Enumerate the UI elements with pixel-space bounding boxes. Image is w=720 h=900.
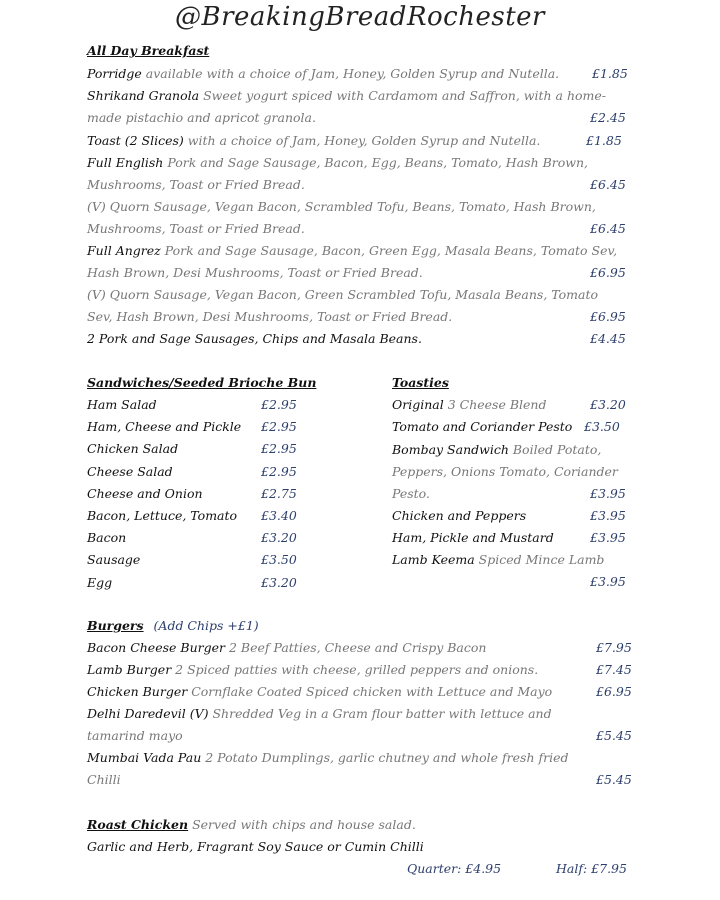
- original-price: £3.20: [590, 397, 626, 412]
- bacon-cheese-name: Bacon Cheese Burger: [87, 640, 225, 655]
- full-english-row: [87, 155, 588, 170]
- sandwich-price: £3.50: [261, 552, 297, 568]
- full-english-desc-2: Mushrooms, Toast or Fried Bread.: [87, 177, 305, 192]
- bacon-cheese-desc: 2 Beef Patties, Cheese and Crispy Bacon: [228, 640, 487, 655]
- mumbai-row: [87, 750, 569, 765]
- breakfast-heading: All Day Breakfast: [87, 43, 210, 58]
- sandwich-name: Ham, Cheese and Pickle: [87, 419, 242, 435]
- veg-angrez-desc: (V) Quorn Sausage, Vegan Bacon, Green Scrambled Tofu, Masala Beans, Tomato: [87, 287, 599, 302]
- mumbai-name: Mumbai Vada Pau: [87, 750, 202, 765]
- roast-heading: Roast Chicken: [87, 817, 189, 832]
- full-angrez-row: [87, 243, 617, 258]
- bombay-price: £3.95: [590, 486, 626, 501]
- porridge-name: Porridge: [87, 66, 142, 81]
- toast-price: £1.85: [586, 133, 622, 148]
- sandwiches-heading: Sandwiches/Seeded Brioche Bun: [87, 375, 317, 390]
- lamb-burger-desc: 2 Spiced patties with cheese, grilled peppers and onions.: [175, 662, 539, 677]
- sandwich-name: Egg: [87, 574, 113, 590]
- ham-pickle-name: Ham, Pickle and Mustard: [392, 530, 554, 545]
- lamb-burger-price: £7.45: [596, 662, 632, 677]
- sandwich-name: Cheese and Onion: [87, 485, 203, 501]
- full-angrez-price: £6.95: [590, 265, 626, 280]
- toasties-heading: Toasties: [392, 375, 449, 390]
- bacon-cheese-price: £7.95: [596, 640, 632, 655]
- chicken-burger-price: £6.95: [596, 684, 632, 699]
- full-angrez-desc-2: Hash Brown, Desi Mushrooms, Toast or Fried Bread.: [87, 265, 423, 280]
- sandwich-price: £3.20: [261, 530, 297, 546]
- shrikand-desc: Sweet yogurt spiced with Cardamom and Saffron, with a home-: [203, 88, 606, 103]
- sandwich-price: £2.95: [261, 463, 297, 479]
- veg-angrez-price: £6.95: [590, 309, 626, 324]
- shrikand-name: Shrikand Granola: [87, 88, 200, 103]
- full-english-name: Full English: [87, 155, 164, 170]
- sausages-name: 2 Pork and Sage Sausages, Chips and Masala Beans.: [87, 331, 422, 346]
- mumbai-desc-2: Chilli: [87, 772, 121, 787]
- delhi-desc-2: tamarind mayo: [87, 728, 183, 743]
- veg-english-desc: (V) Quorn Sausage, Vegan Bacon, Scrambled Tofu, Beans, Tomato, Hash Brown,: [87, 199, 596, 214]
- delhi-row: [87, 706, 552, 721]
- roast-flavours: Garlic and Herb, Fragrant Soy Sauce or Cumin Chilli: [87, 839, 424, 854]
- chicken-burger-row: [87, 684, 552, 699]
- burgers-heading-row: [87, 618, 259, 633]
- veg-english-price: £6.45: [590, 221, 626, 236]
- sandwich-name: Bacon, Lettuce, Tomato: [87, 508, 238, 523]
- roast-half-price: Half: £7.95: [556, 861, 627, 876]
- full-angrez-desc: Pork and Sage Sausage, Bacon, Green Egg, Masala Beans, Tomato Sev,: [164, 243, 618, 258]
- shrikand-desc-2: made pistachio and apricot granola.: [87, 110, 316, 125]
- original-desc: 3 Cheese Blend: [447, 397, 547, 412]
- sandwich-name: Chicken Salad: [87, 441, 179, 457]
- lamb-keema-desc: Spiced Mince Lamb: [478, 552, 605, 567]
- sandwich-name: Bacon: [87, 530, 127, 546]
- lamb-burger-row: [87, 662, 538, 677]
- lamb-keema-name: Lamb Keema: [392, 552, 475, 567]
- page-title: @BreakingBreadRochester: [175, 2, 545, 32]
- roast-desc: Served with chips and house salad.: [192, 817, 416, 832]
- burgers-note: (Add Chips +£1): [153, 618, 259, 633]
- tomato-pesto-price: £3.50: [584, 419, 620, 434]
- chicken-peppers-price: £3.95: [590, 508, 626, 523]
- chicken-burger-name: Chicken Burger: [87, 684, 188, 699]
- lamb-keema-price: £3.95: [590, 574, 626, 589]
- toast-row: [87, 133, 540, 148]
- bombay-desc-3: Pesto.: [392, 486, 430, 501]
- tomato-pesto-name: Tomato and Coriander Pesto: [392, 419, 573, 434]
- shrikand-price: £2.45: [590, 110, 626, 125]
- bombay-desc: Boiled Potato,: [512, 442, 602, 457]
- original-row: [392, 397, 546, 412]
- full-angrez-name: Full Angrez: [87, 243, 161, 258]
- delhi-price: £5.45: [596, 728, 632, 743]
- toast-name: Toast (2 Slices): [87, 133, 184, 148]
- bombay-row: [392, 442, 601, 457]
- burgers-heading: Burgers: [87, 618, 144, 633]
- chicken-burger-desc: Cornflake Coated Spiced chicken with Lettuce and Mayo: [191, 684, 553, 699]
- sandwich-price: £2.95: [261, 441, 297, 457]
- sausages-price: £4.45: [590, 331, 626, 346]
- sandwich-price: £2.95: [261, 419, 297, 435]
- mumbai-price: £5.45: [596, 772, 632, 787]
- original-name: Original: [392, 397, 444, 412]
- sandwich-price: £3.40: [261, 508, 297, 523]
- sandwich-name: Ham Salad: [87, 397, 157, 412]
- porridge-row: [87, 66, 559, 81]
- roast-heading-row: [87, 817, 416, 832]
- delhi-name: Delhi Daredevil (V): [87, 706, 209, 721]
- sandwich-price: £2.95: [261, 397, 297, 412]
- delhi-desc: Shredded Veg in a Gram flour batter with lettuce and: [212, 706, 552, 721]
- lamb-burger-name: Lamb Burger: [87, 662, 172, 677]
- porridge-desc: available with a choice of Jam, Honey, Golden Syrup and Nutella.: [145, 66, 560, 81]
- sandwich-price: £2.75: [261, 485, 297, 501]
- toast-desc: with a choice of Jam, Honey, Golden Syrup and Nutella.: [187, 133, 541, 148]
- sandwich-price: £3.20: [261, 574, 297, 590]
- shrikand-row: [87, 88, 606, 103]
- bombay-name: Bombay Sandwich: [392, 442, 509, 457]
- mumbai-desc: 2 Potato Dumplings, garlic chutney and whole fresh fried: [205, 750, 569, 765]
- sandwich-name: Sausage: [87, 552, 141, 568]
- bombay-desc-2: Peppers, Onions Tomato, Coriander: [392, 464, 618, 479]
- roast-quarter-price: Quarter: £4.95: [407, 861, 502, 876]
- chicken-peppers-name: Chicken and Peppers: [392, 508, 527, 523]
- full-english-price: £6.45: [590, 177, 626, 192]
- sandwich-name: Cheese Salad: [87, 463, 173, 479]
- lamb-keema-row: [392, 552, 604, 567]
- porridge-price: £1.85: [592, 66, 628, 81]
- full-english-desc: Pork and Sage Sausage, Bacon, Egg, Beans, Tomato, Hash Brown,: [167, 155, 589, 170]
- ham-pickle-price: £3.95: [590, 530, 626, 545]
- veg-english-desc-2: Mushrooms, Toast or Fried Bread.: [87, 221, 305, 236]
- bacon-cheese-row: [87, 640, 486, 655]
- veg-angrez-desc-2: Sev, Hash Brown, Desi Mushrooms, Toast or Fried Bread.: [87, 309, 453, 324]
